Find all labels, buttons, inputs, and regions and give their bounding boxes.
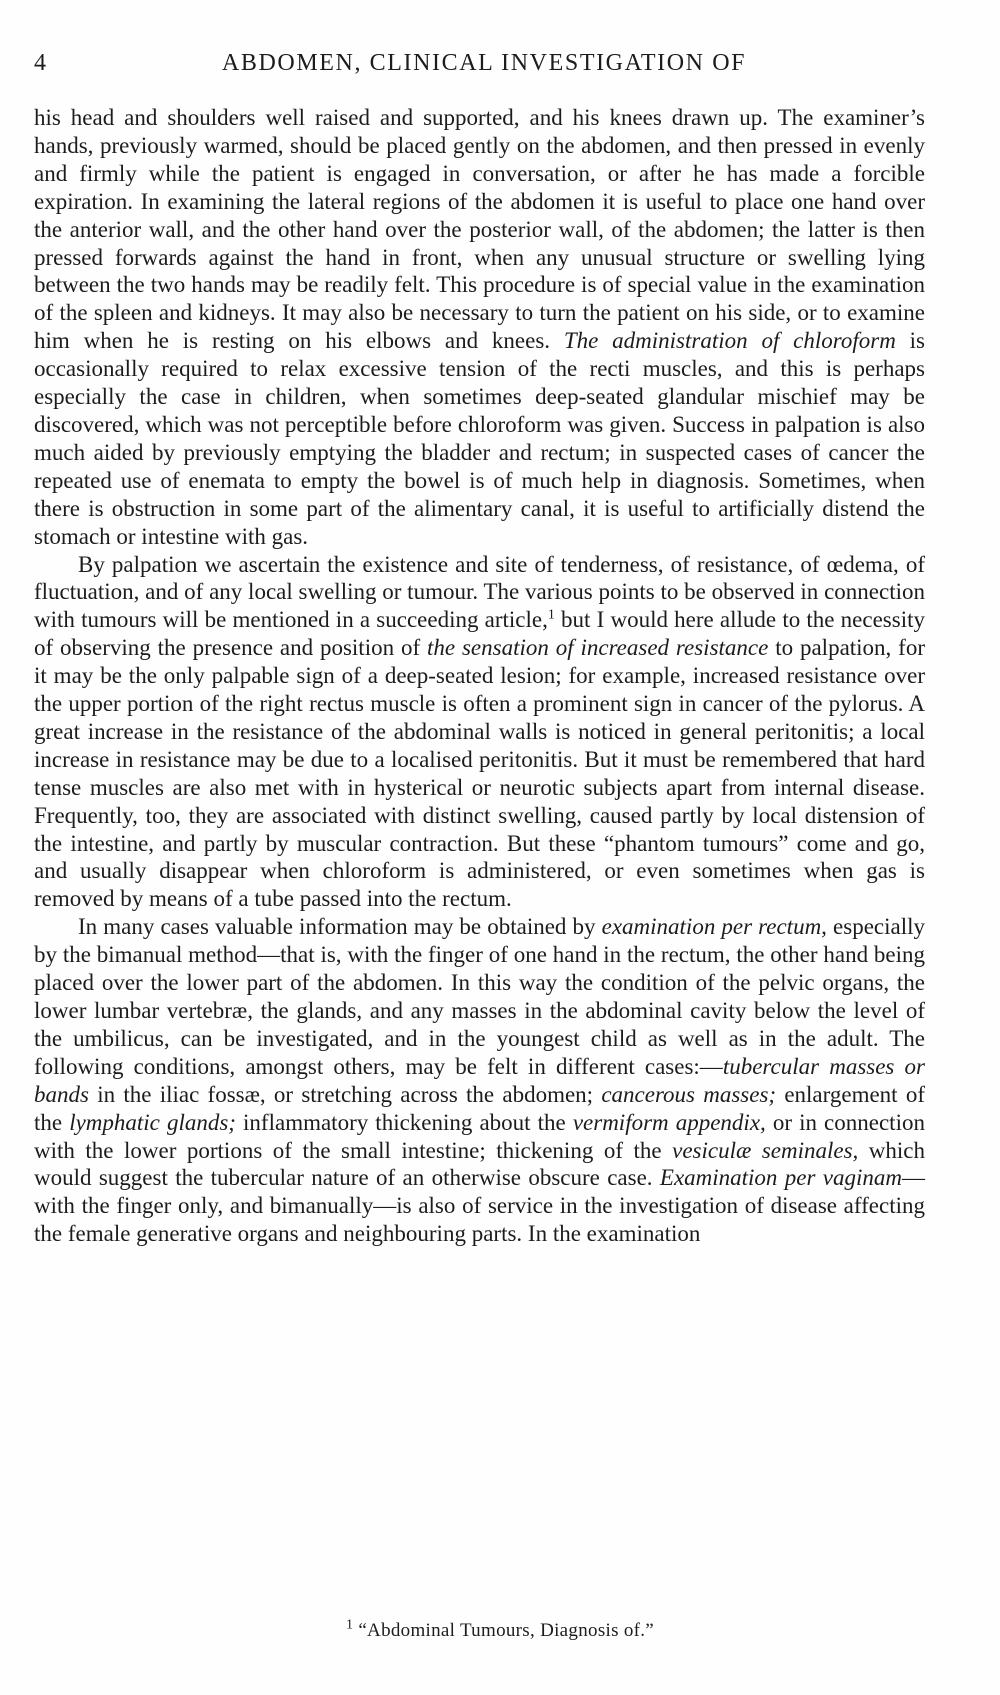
text-run: In many cases valuable information may be obtained by bbox=[78, 914, 602, 940]
text-run: in the iliac fossæ, or stretching across the abdomen; bbox=[88, 1081, 602, 1107]
paragraph bbox=[34, 913, 925, 1248]
running-head: ABDOMEN, CLINICAL INVESTIGATION OF bbox=[221, 50, 747, 76]
italic-phrase: The administration of chloroform bbox=[563, 328, 896, 354]
italic-phrase: examination per rectum, bbox=[601, 914, 827, 940]
italic-phrase: cancerous masses; bbox=[601, 1081, 777, 1107]
footnote bbox=[0, 1617, 1000, 1642]
footnote-reference: 1 bbox=[547, 607, 555, 623]
italic-phrase: vesiculæ seminales, bbox=[672, 1137, 859, 1163]
text-run: or in connection with the lower portions of the small intestine; thickening of the bbox=[34, 1109, 925, 1163]
text-run: especially by the bimanual method—that is, with the finger of one hand in the rectum, the other hand being placed over the lower part of the abdomen. In this way the condition of the pelvic organs, the lower lumbar vertebræ, the glands, and any masses in the abdominal cavity below the level of the umbilicus, can be investigated, and in the youngest child as well as in the adult. The following conditions, amongst others, may be felt in different cases:— bbox=[34, 914, 925, 1079]
text-run: is occasionally required to relax excessive tension of the recti muscles, and this is perhaps especially the case in children, when sometimes deep-seated glandular mischief may be discovered, which was not perceptible before chloroform was given. Success in palpation is also much aided by previously emptying the bladder and rectum; in suspected cases of cancer the repeated use of enemata to empty the bowel is of much help in diagnosis. Sometimes, when there is obstruction in some part of the alimentary canal, it is useful to artificially distend the stomach or intestine with gas. bbox=[34, 328, 925, 549]
text-run: inflammatory thickening about the bbox=[235, 1109, 573, 1135]
text-run: to palpation, for it may be the only palpable sign of a deep-seated lesion; for example, increased resistance over the upper portion of the right rectus muscle is often a prominent sign in cancer of the pylorus. A great increase in the resistance of the abdominal walls is noticed in general peritonitis; a local increase in resistance may be due to a localised peritonitis. But it must be remembered that hard tense muscles are also met with in hysterical or neurotic subjects apart from internal disease. Frequently, too, they are associated with distinct swelling, caused partly by local distension of the intestine, and partly by muscular contraction. But these “phantom tumours” come and go, and usually disappear when chloroform is administered, or even sometimes when gas is removed by means of a tube passed into the rectum. bbox=[34, 635, 926, 912]
text-run: his head and shoulders well raised and supported, and his knees drawn up. The examiner’s hands, previously warmed, should be placed gently on the abdomen, and then pressed in evenly and firmly while the patient is engaged in conversation, or after he has made a forcible expiration. In examining the lateral regions of the abdomen it is useful to place one hand over the anterior wall, and the other hand over the posterior wall, of the abdomen; the latter is then pressed forwards against the hand in front, when any unusual structure or swelling lying between the two hands may be readily felt. This procedure is of special value in the examination of the spleen and kidneys. It may also be necessary to turn the patient on his side, or to examine him when he is resting on his elbows and knees. bbox=[34, 105, 925, 354]
footnote-text: “Abdominal Tumours, Diagnosis of.” bbox=[353, 1620, 655, 1641]
text-run: —with the finger only, and bimanually—is also of service in the investigation of disease affecting the female generative organs and neighbouring parts. In the examination bbox=[34, 1165, 925, 1247]
body-text bbox=[34, 104, 925, 1248]
italic-phrase: the sensation of increased resistance bbox=[427, 635, 769, 661]
paragraph bbox=[34, 551, 925, 914]
text-run: but I would here allude to the necessity of observing the presence and position of bbox=[34, 607, 925, 661]
italic-phrase: vermiform appendix, bbox=[572, 1109, 766, 1135]
footnote-marker: 1 bbox=[345, 1617, 354, 1633]
page-number: 4 bbox=[34, 50, 46, 76]
italic-phrase: Examination per vaginam bbox=[659, 1165, 902, 1191]
text-run: enlargement of the bbox=[34, 1081, 925, 1135]
italic-phrase: lymphatic glands; bbox=[69, 1109, 236, 1135]
paragraph bbox=[34, 104, 925, 551]
text-run: which would suggest the tubercular nature of an otherwise obscure case. bbox=[34, 1137, 925, 1191]
page-header bbox=[34, 50, 934, 90]
italic-phrase: tubercular masses or bands bbox=[34, 1053, 925, 1107]
text-run: By palpation we ascertain the existence and site of tenderness, of resistance, of œdema, of fluctuation, and of any local swelling or tumour. The various points to be observed in connection with tumours will be mentioned in a succeeding article, bbox=[34, 551, 925, 633]
